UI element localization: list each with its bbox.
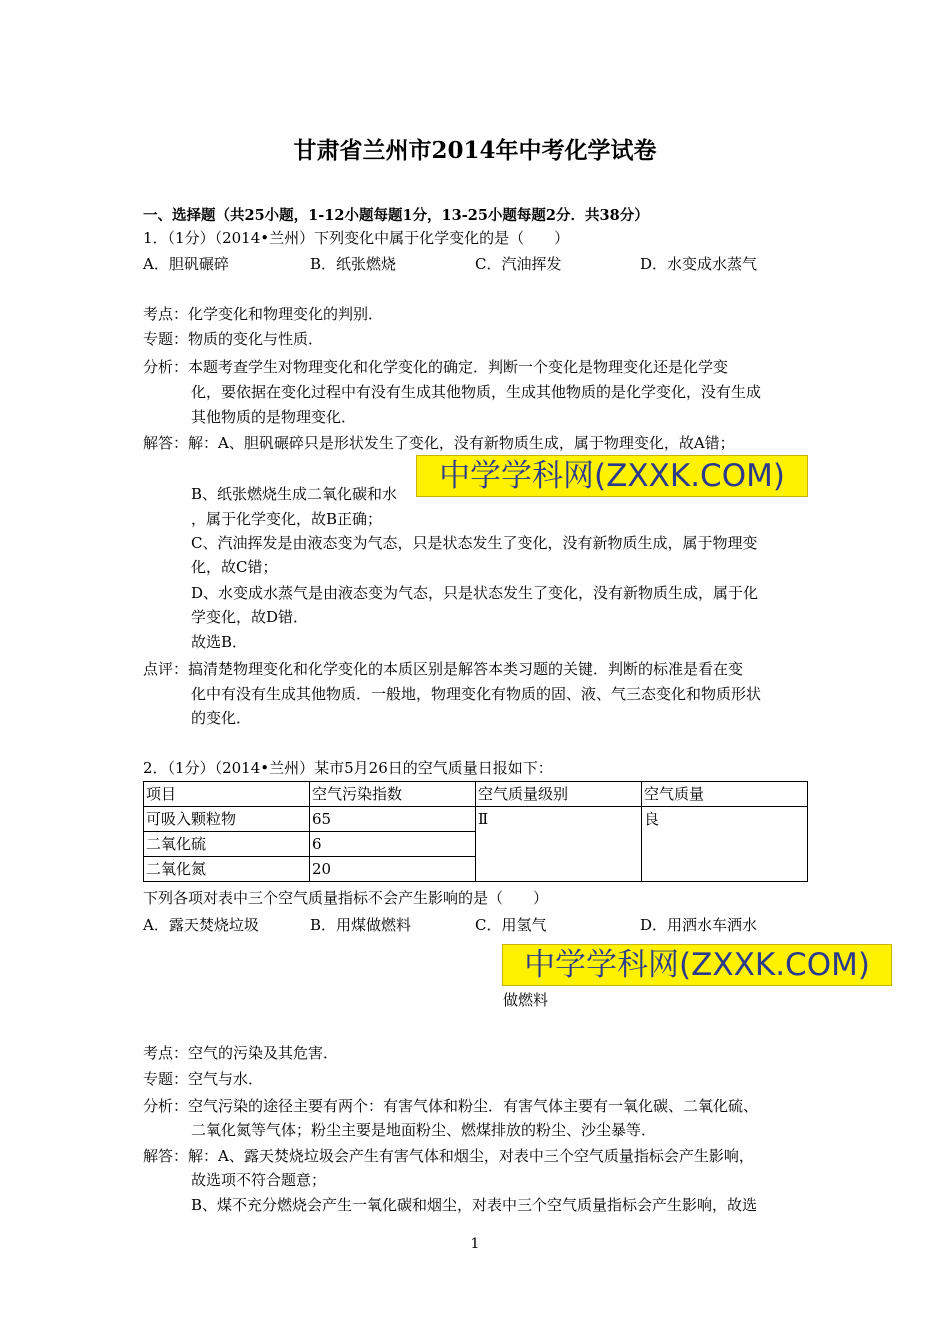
q1-jieda-line: 学变化，故D错． — [191, 608, 309, 626]
q1-jieda-line: 化，故C错； — [191, 558, 278, 576]
q1-jieda-line: 故选B． — [191, 633, 248, 651]
q1-dianping-line: 化中有没有生成其他物质．一般地，物理变化有物质的固、液、气三态变化和物质形状 — [191, 685, 762, 703]
table-row — [144, 807, 808, 832]
table-cell: 可吸入颗粒物 — [144, 807, 310, 832]
table-header-row — [144, 782, 808, 807]
table-cell: 6 — [310, 832, 476, 857]
section-heading: 一、选择题（共25小题，1-12小题每题1分，13-25小题每题2分．共38分） — [143, 207, 649, 224]
table-header-cell: 项目 — [144, 782, 310, 807]
q2-stem: 2．（1分）（2014•兰州）某市5月26日的空气质量日报如下： — [143, 759, 553, 777]
q1-zhuanti: 专题：物质的变化与性质． — [143, 330, 324, 348]
q1-option-b: B．纸张燃烧 — [310, 255, 397, 273]
q2-jieda-line: B、煤不充分燃烧会产生一氧化碳和烟尘，对表中三个空气质量指标会产生影响，故选 — [191, 1196, 758, 1214]
q2-option-a: A．露天焚烧垃圾 — [143, 916, 259, 934]
page-number: 1 — [470, 1236, 480, 1252]
q1-fenxi-line: 化，要依据在变化过程中有没有生成其他物质，生成其他物质的是化学变化，没有生成 — [191, 383, 762, 401]
q1-jieda-line: B、纸张燃烧生成二氧化碳和水 — [191, 485, 398, 503]
q1-fenxi-line: 分析：本题考查学生对物理变化和化学变化的确定．判断一个变化是物理变化还是化学变 — [143, 358, 729, 376]
q1-option-a: A．胆矾碾碎 — [143, 255, 229, 273]
q2-question: 下列各项对表中三个空气质量指标不会产生影响的是（ ） — [143, 889, 549, 907]
table-cell-level: Ⅱ — [476, 807, 642, 882]
q2-fenxi-line: 分析：空气污染的途径主要有两个：有害气体和粉尘．有害气体主要有一氧化碳、二氧化硫、 — [143, 1097, 759, 1115]
table-cell: 二氧化氮 — [144, 857, 310, 882]
q1-jieda-line: D、水变成水蒸气是由液态变为气态，只是状态发生了变化，没有新物质生成，属于化 — [191, 584, 759, 602]
table-header-cell: 空气质量级别 — [476, 782, 642, 807]
q1-jieda-line: C、汽油挥发是由液态变为气态，只是状态发生了变化，没有新物质生成，属于物理变 — [191, 534, 758, 552]
q2-kaodian: 考点：空气的污染及其危害． — [143, 1044, 339, 1062]
q2-option-b: B．用煤做燃料 — [310, 916, 412, 934]
q1-stem: 1．（1分）（2014•兰州）下列变化中属于化学变化的是（ ） — [143, 229, 570, 247]
table-cell: 二氧化硫 — [144, 832, 310, 857]
q2-option-d: D．用洒水车洒水 — [640, 916, 758, 934]
table-header-cell: 空气质量 — [642, 782, 808, 807]
table-cell-quality: 良 — [642, 807, 808, 882]
q1-kaodian: 考点：化学变化和物理变化的判别． — [143, 305, 384, 323]
q1-fenxi-line: 其他物质的是物理变化． — [191, 408, 357, 426]
watermark-logo: 中学学科网(ZXXK.COM) — [502, 944, 892, 986]
table-cell: 20 — [310, 857, 476, 882]
q1-dianping-line: 点评：搞清楚物理变化和化学变化的本质区别是解答本类习题的关键．判断的标准是看在变 — [143, 660, 744, 678]
q2-fenxi-line: 二氧化氮等气体；粉尘主要是地面粉尘、燃煤排放的粉尘、沙尘暴等． — [191, 1121, 657, 1139]
table-header-cell: 空气污染指数 — [310, 782, 476, 807]
q2-jieda-line: 故选项不符合题意； — [191, 1171, 327, 1189]
q1-option-d: D．水变成水蒸气 — [640, 255, 758, 273]
q1-jieda-line: 解答：解：A、胆矾碾碎只是形状发生了变化，没有新物质生成，属于物理变化，故A错； — [143, 434, 735, 452]
watermark-logo: 中学学科网(ZXXK.COM) — [416, 455, 808, 497]
q1-jieda-line: ，属于化学变化，故B正确； — [191, 510, 383, 528]
table-cell: 65 — [310, 807, 476, 832]
q2-option-c: C．用氢气 — [475, 916, 547, 934]
q1-option-c: C．汽油挥发 — [475, 255, 562, 273]
q2-jieda-line: 解答：解：A、露天焚烧垃圾会产生有害气体和烟尘，对表中三个空气质量指标会产生影响， — [143, 1147, 754, 1165]
page-title: 甘肃省兰州市2014年中考化学试卷 — [293, 137, 657, 164]
q1-dianping-line: 的变化． — [191, 709, 252, 727]
air-quality-table — [143, 781, 808, 882]
q2-option-c-cont: 做燃料 — [503, 991, 549, 1009]
q2-zhuanti: 专题：空气与水． — [143, 1070, 264, 1088]
